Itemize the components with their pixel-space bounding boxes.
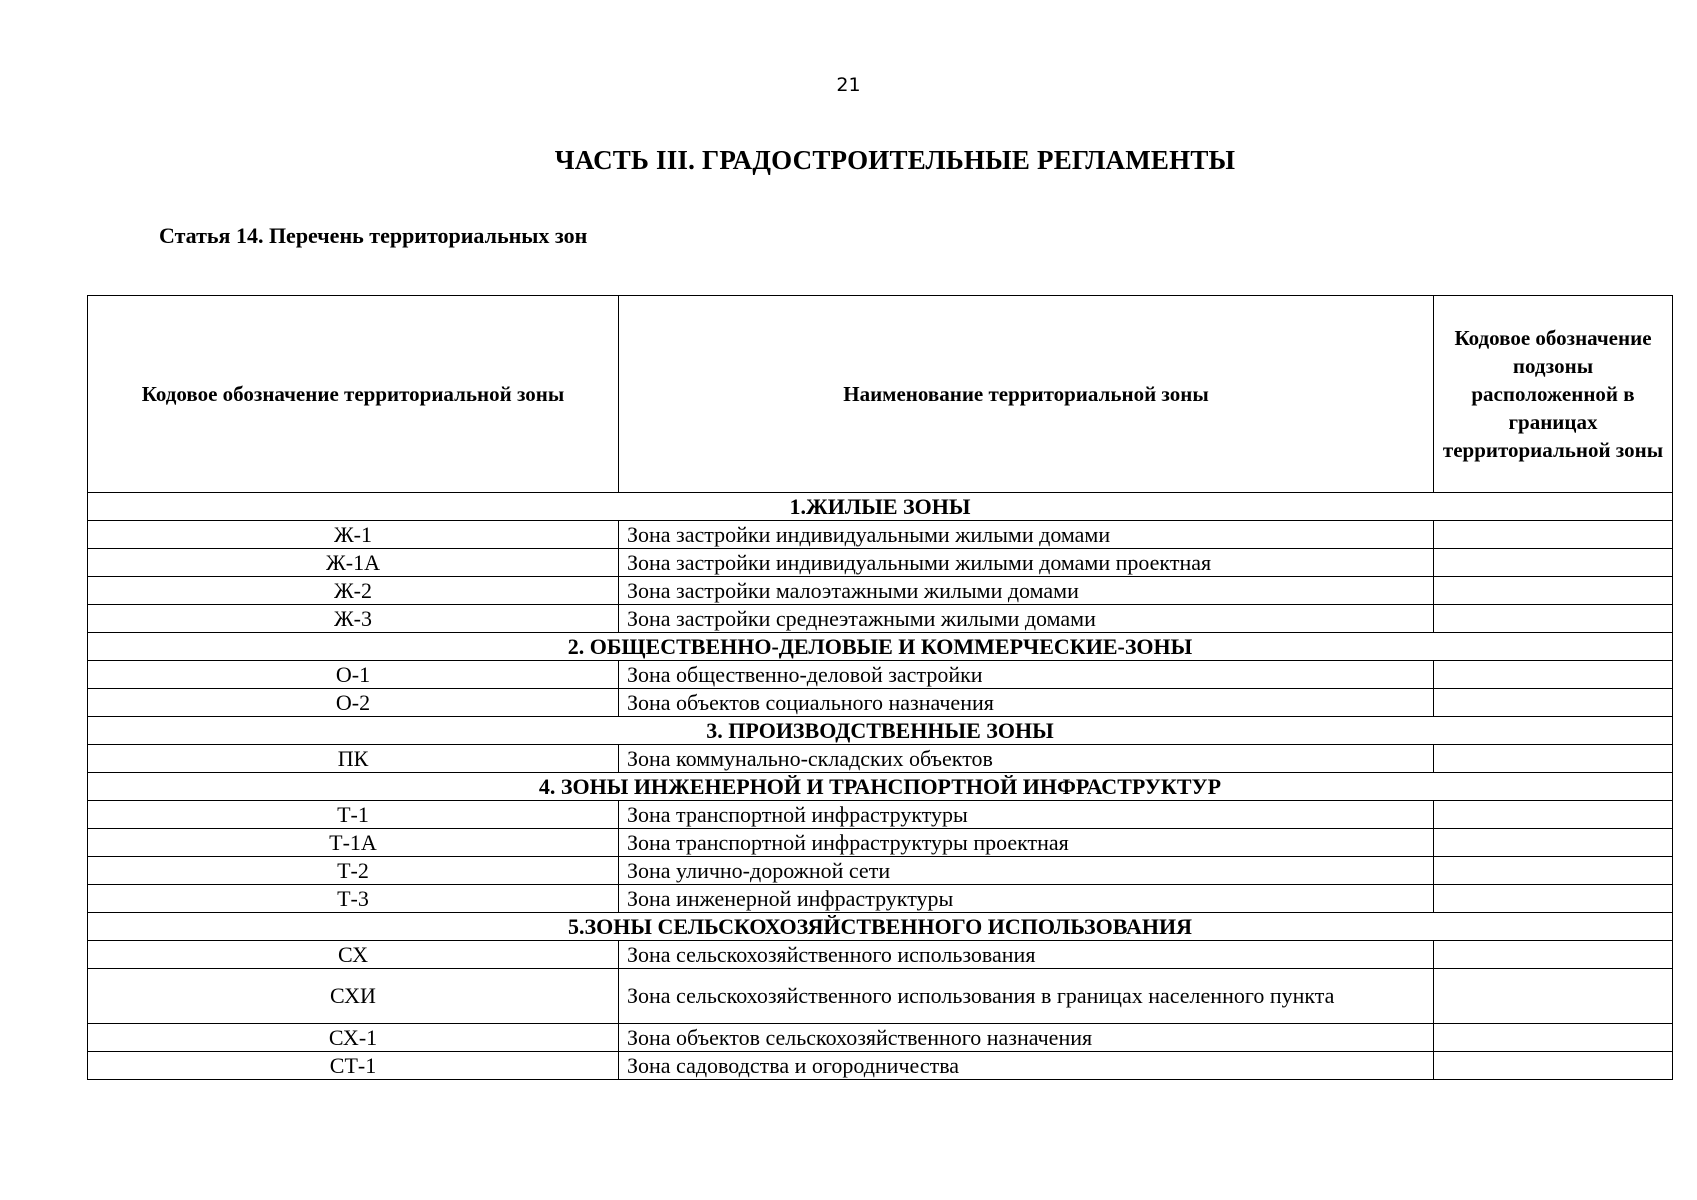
part-title: ЧАСТЬ III. ГРАДОСТРОИТЕЛЬНЫЕ РЕГЛАМЕНТЫ — [554, 145, 1236, 175]
section-row — [88, 913, 1673, 941]
section-title: 2. ОБЩЕСТВЕННО-ДЕЛОВЫЕ И КОММЕРЧЕСКИЕ-ЗОНЫ — [88, 633, 1673, 661]
zone-name-cell: Зона транспортной инфраструктуры — [619, 801, 1434, 829]
zone-code-cell: Т-3 — [88, 885, 619, 913]
subzone-code-cell — [1434, 1052, 1673, 1080]
zone-name-cell: Зона застройки индивидуальными жилыми домами — [619, 521, 1434, 549]
subzone-code-cell — [1434, 745, 1673, 773]
subzone-code-cell — [1434, 857, 1673, 885]
section-row — [88, 493, 1673, 521]
zone-code-cell: Ж-3 — [88, 605, 619, 633]
subzone-code-cell — [1434, 969, 1673, 1024]
page-number: 21 — [836, 74, 861, 96]
zone-code-cell: О-1 — [88, 661, 619, 689]
table-row — [88, 661, 1673, 689]
zone-code-cell: Т-2 — [88, 857, 619, 885]
subzone-code-cell — [1434, 605, 1673, 633]
territorial-zones-table — [87, 295, 1673, 1080]
table-row — [88, 885, 1673, 913]
section-row — [88, 773, 1673, 801]
subzone-code-cell — [1434, 577, 1673, 605]
article-title: Статья 14. Перечень территориальных зон — [159, 223, 588, 248]
table-row — [88, 857, 1673, 885]
section-title: 1.ЖИЛЫЕ ЗОНЫ — [88, 493, 1673, 521]
zone-code-cell: СХ-1 — [88, 1024, 619, 1052]
zone-code-cell: СХИ — [88, 969, 619, 1024]
subzone-code-cell — [1434, 885, 1673, 913]
header-zone-name: Наименование территориальной зоны — [619, 296, 1434, 493]
table-row — [88, 1024, 1673, 1052]
zone-name-cell: Зона садоводства и огородничества — [619, 1052, 1434, 1080]
header-subzone-code: Кодовое обозначение подзоны расположенной в границах территориальной зоны — [1434, 296, 1673, 493]
subzone-code-cell — [1434, 521, 1673, 549]
zone-code-cell: Ж-1А — [88, 549, 619, 577]
zone-code-cell: Ж-1 — [88, 521, 619, 549]
table-row — [88, 829, 1673, 857]
zone-code-cell: Т-1А — [88, 829, 619, 857]
zone-name-cell: Зона застройки среднеэтажными жилыми домами — [619, 605, 1434, 633]
table-row — [88, 549, 1673, 577]
section-title: 4. ЗОНЫ ИНЖЕНЕРНОЙ И ТРАНСПОРТНОЙ ИНФРАСТРУКТУР — [88, 773, 1673, 801]
table-row — [88, 1052, 1673, 1080]
section-row — [88, 633, 1673, 661]
zone-name-cell: Зона улично-дорожной сети — [619, 857, 1434, 885]
subzone-code-cell — [1434, 689, 1673, 717]
zone-code-cell: Ж-2 — [88, 577, 619, 605]
subzone-code-cell — [1434, 941, 1673, 969]
zone-name-cell: Зона объектов сельскохозяйственного назначения — [619, 1024, 1434, 1052]
zone-name-cell: Зона коммунально-складских объектов — [619, 745, 1434, 773]
zone-name-cell: Зона застройки малоэтажными жилыми домами — [619, 577, 1434, 605]
table-body — [88, 493, 1673, 1080]
table-row — [88, 801, 1673, 829]
section-title: 5.ЗОНЫ СЕЛЬСКОХОЗЯЙСТВЕННОГО ИСПОЛЬЗОВАНИЯ — [88, 913, 1673, 941]
zone-name-cell: Зона объектов социального назначения — [619, 689, 1434, 717]
table-row — [88, 521, 1673, 549]
zone-code-cell: ПК — [88, 745, 619, 773]
subzone-code-cell — [1434, 829, 1673, 857]
zone-code-cell: Т-1 — [88, 801, 619, 829]
zone-name-cell: Зона инженерной инфраструктуры — [619, 885, 1434, 913]
zone-name-cell: Зона сельскохозяйственного использования в границах населенного пункта — [619, 969, 1434, 1024]
table-row — [88, 577, 1673, 605]
zone-code-cell: О-2 — [88, 689, 619, 717]
zone-name-cell: Зона общественно-деловой застройки — [619, 661, 1434, 689]
section-title: 3. ПРОИЗВОДСТВЕННЫЕ ЗОНЫ — [88, 717, 1673, 745]
table-header-row — [88, 296, 1673, 493]
zone-code-cell: СТ-1 — [88, 1052, 619, 1080]
subzone-code-cell — [1434, 1024, 1673, 1052]
table-row — [88, 605, 1673, 633]
zone-name-cell: Зона транспортной инфраструктуры проектная — [619, 829, 1434, 857]
table-row — [88, 689, 1673, 717]
header-zone-code: Кодовое обозначение территориальной зоны — [88, 296, 619, 493]
section-row — [88, 717, 1673, 745]
table-row — [88, 941, 1673, 969]
zone-code-cell: СХ — [88, 941, 619, 969]
subzone-code-cell — [1434, 801, 1673, 829]
zone-name-cell: Зона сельскохозяйственного использования — [619, 941, 1434, 969]
subzone-code-cell — [1434, 661, 1673, 689]
zone-name-cell: Зона застройки индивидуальными жилыми домами проектная — [619, 549, 1434, 577]
table-row — [88, 969, 1673, 1024]
table-row — [88, 745, 1673, 773]
subzone-code-cell — [1434, 549, 1673, 577]
